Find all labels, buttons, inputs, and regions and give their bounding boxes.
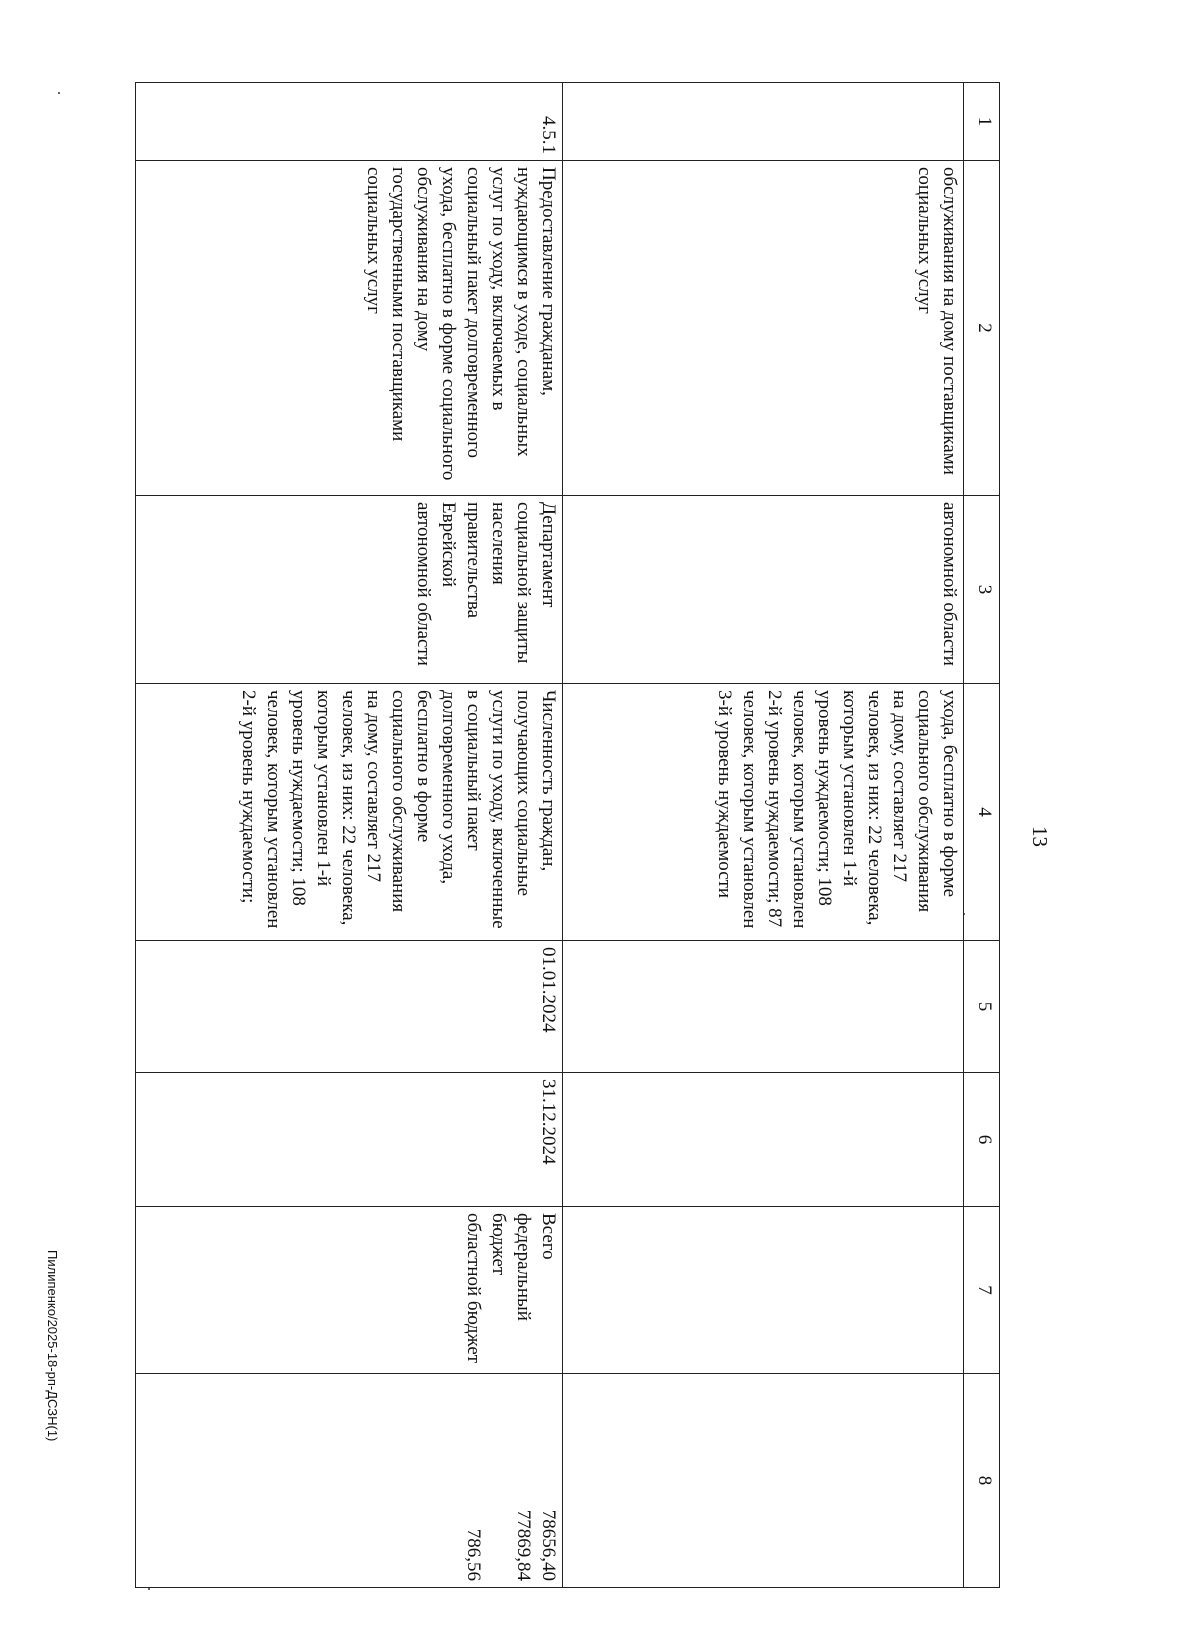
table-row: [136, 83, 563, 1588]
cell-activity: Предоставление гражданам, нуждающимся в уходе, социальных услуг по уходу, включаемых в социальный пакет долговременного ухода, бесплатно в форме социального обслуживания на дому государственными поставщиками социальных услуг: [136, 161, 563, 496]
table-header-row: [964, 83, 1000, 1588]
col-header: 6: [964, 1073, 1000, 1207]
funding-regional-value: 786,56: [463, 1528, 484, 1581]
cell-end-date: 31.12.2024: [136, 1073, 563, 1207]
col-header: 2: [964, 161, 1000, 496]
cell-indicator: ухода, бесплатно в форме социального обслуживания на дому, составляет 217 человек, из них: 22 человека, которым установлен 1-й уровень нуждаемости; 108 человек, которым установлен 2-й уровень нуждаемости; 87 человек, которым установлен 3-й уровень нуждаемости: [563, 684, 964, 941]
funding-federal-label: федеральный бюджет: [488, 1213, 534, 1321]
page-number: 13: [1028, 826, 1052, 847]
col-header: 4: [964, 684, 1000, 941]
cell-amount: [563, 1374, 964, 1588]
scan-speck: [963, 913, 965, 915]
cell-executor: Департамент социальной защиты населения правительства Еврейской автономной области: [136, 496, 563, 684]
col-header: 8: [964, 1374, 1000, 1588]
cell-source: [563, 1207, 964, 1374]
cell-indicator: Численность граждан, получающих социальные услуги по уходу, включенные в социальный пакет долговременного ухода, бесплатно в форме социального обслуживания на дому, составляет 217 человек, из них: 22 человека, которым установлен 1-й уровень нуждаемости; 108 человек, которым установлен 2-й уровень нуждаемости;: [136, 684, 563, 941]
cell-start-date: 01.01.2024: [136, 941, 563, 1073]
col-header: 3: [964, 496, 1000, 684]
funding-total-value: 78656,40: [538, 1509, 559, 1581]
col-header: 1: [964, 83, 1000, 161]
col-header: 7: [964, 1207, 1000, 1374]
document-reference: Пилипенко/2025-18-рп-ДСЗН(1): [45, 1250, 60, 1442]
cell-end-date: [563, 1073, 964, 1207]
funding-total-label: Всего: [538, 1213, 559, 1260]
funding-federal-value: 77869,84: [513, 1509, 534, 1581]
cell-start-date: [563, 941, 964, 1073]
cell-executor: автономной области: [563, 496, 964, 684]
cell-number: [563, 83, 964, 161]
cell-number: 4.5.1: [136, 83, 563, 161]
scan-speck: [58, 92, 60, 94]
cell-funding-amount: [136, 1374, 563, 1588]
scan-speck: [148, 1588, 150, 1590]
col-header: 5: [964, 941, 1000, 1073]
funding-regional-label: областной бюджет: [463, 1213, 484, 1364]
cell-activity: обслуживания на дому поставщиками социальных услуг: [563, 161, 964, 496]
cell-funding-source: [136, 1207, 563, 1374]
rotated-page-content: [115, 82, 1000, 1587]
program-table: [135, 82, 1000, 1588]
table-row: [563, 83, 964, 1588]
